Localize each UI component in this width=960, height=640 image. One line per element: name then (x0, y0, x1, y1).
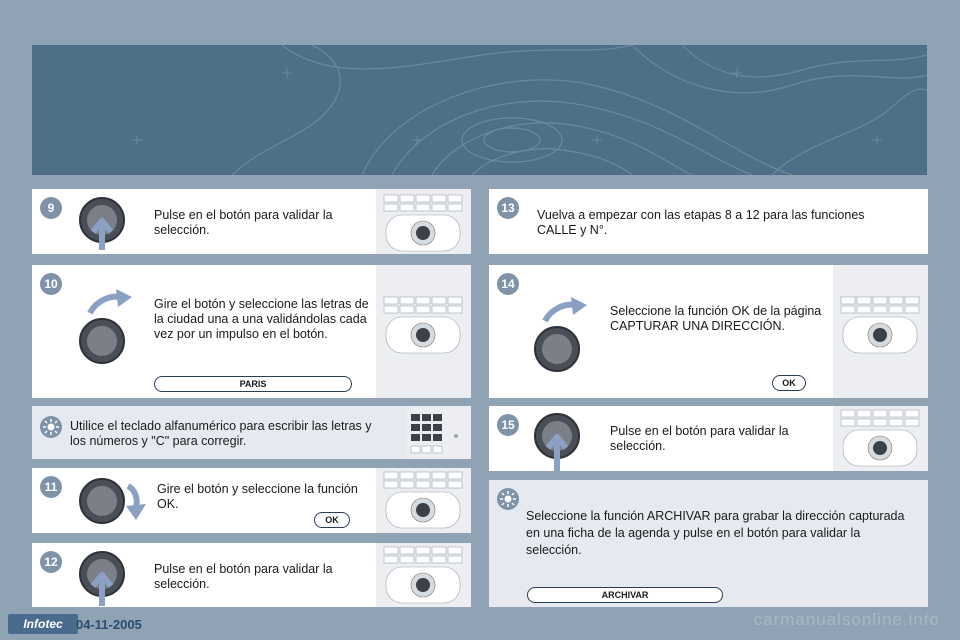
step-12-text: Pulse en el botón para validar la selección. (154, 562, 333, 591)
watermark: carmanualsonline.info (753, 610, 940, 629)
step-number-badge: 11 (40, 476, 62, 498)
footer-date: 04-11-2005 (76, 616, 142, 632)
step-9-card (32, 189, 471, 254)
paris-option[interactable]: PARIS (154, 376, 352, 392)
step-10-card (32, 265, 471, 398)
control-panel-icon (833, 265, 928, 398)
step-15-card (489, 406, 928, 471)
ok-option[interactable]: OK (772, 375, 806, 391)
control-panel-icon (376, 189, 471, 254)
topographic-pattern-icon (32, 45, 927, 175)
step-10-text: Gire el botón y seleccione las letras de la ciudad una a una validándolas cada vez por un impulso en el botón. (154, 297, 369, 341)
step-14-card (489, 265, 928, 398)
step-15-text: Pulse en el botón para validar la selección. (610, 424, 789, 453)
tip-keyboard-card (32, 406, 471, 459)
tip-archive-text: Seleccione la función ARCHIVAR para grabar la dirección capturada en una ficha de la agenda y pulse en el botón para validar la selección. (526, 509, 905, 557)
infotec-logo: Infotec (8, 614, 78, 634)
control-panel-icon (833, 406, 928, 471)
step-number-badge: 12 (40, 551, 62, 573)
step-number-badge: 15 (497, 414, 519, 436)
control-panel-icon (376, 265, 471, 398)
push-knob-icon (76, 548, 131, 606)
sun-tip-icon (40, 416, 62, 438)
turn-knob-icon (531, 295, 601, 375)
archivar-option[interactable]: ARCHIVAR (527, 587, 723, 603)
step-11-card (32, 468, 471, 533)
step-12-card (32, 543, 471, 607)
sun-tip-icon (497, 488, 519, 510)
step-number-badge: 14 (497, 273, 519, 295)
step-13-text: Vuelva a empezar con las etapas 8 a 12 para las funciones CALLE y N°. (537, 208, 865, 237)
step-number-badge: 9 (40, 197, 62, 219)
tip-keyboard-text: Utilice el teclado alfanumérico para escribir las letras y los números y "C" para corregir. (70, 419, 372, 448)
header-banner (32, 45, 927, 175)
turn-knob-icon (76, 474, 156, 530)
step-number-badge: 10 (40, 273, 62, 295)
turn-knob-icon (76, 287, 146, 367)
keypad-icon (406, 406, 471, 459)
push-knob-icon (531, 410, 586, 471)
control-panel-icon (376, 543, 471, 607)
step-number-badge: 13 (497, 197, 519, 219)
step-13-card (489, 189, 928, 254)
ok-option[interactable]: OK (314, 512, 350, 528)
tip-archive-card (489, 480, 928, 607)
control-panel-icon (376, 468, 471, 533)
step-14-text: Seleccione la función OK de la página CAPTURAR UNA DIRECCIÓN. (610, 304, 822, 333)
push-knob-icon (76, 194, 131, 252)
step-9-text: Pulse en el botón para validar la selección. (154, 208, 333, 237)
step-11-text: Gire el botón y seleccione la función OK. (157, 482, 358, 511)
